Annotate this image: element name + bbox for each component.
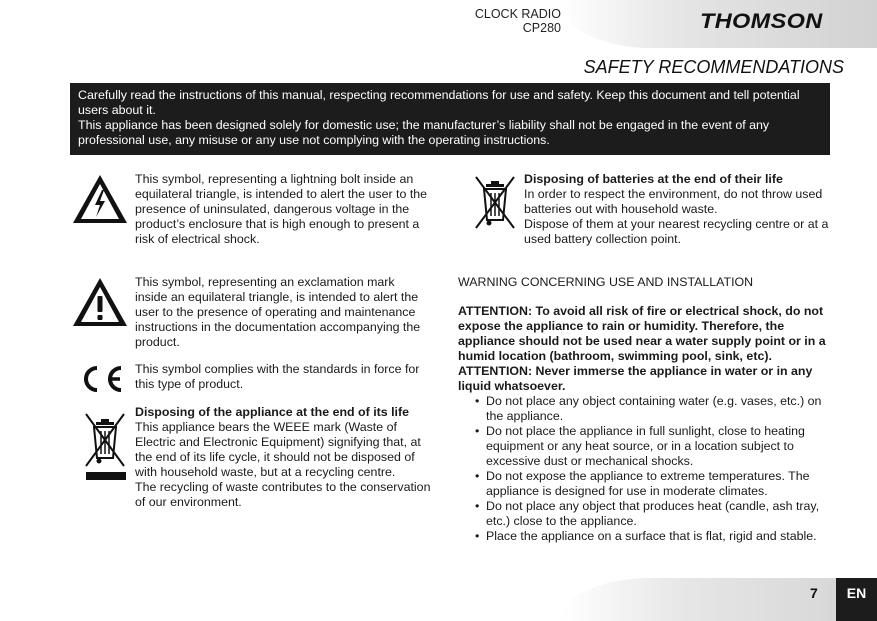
list-item: • Do not place the appliance in full sunlight, close to heating equipment or any heat source, or in a location subject to excessive dust or mechanical shocks. <box>475 424 805 468</box>
product-label <box>475 7 561 35</box>
list-item: • Do not expose the appliance to extreme temperatures. The appliance is designed for use in moderate climates. <box>475 469 810 498</box>
page-number: 7 <box>810 585 818 601</box>
page-title: SAFETY RECOMMENDATIONS <box>583 57 844 77</box>
language-tab: EN <box>836 578 877 621</box>
intro-paragraph-1: Carefully read the instructions of this manual, respecting recommendations for use and safety. Keep this document and tell potential users about it. <box>78 88 800 117</box>
weee-section <box>135 405 435 510</box>
ce-symbol-text: This symbol complies with the standards in force for this type of product. <box>135 362 420 391</box>
attention-1: ATTENTION: To avoid all risk of fire or electrical shock, do not expose the appliance to rain or humidity. Therefore, the appliance should not be used near a water supply point or in a humid location (bathroom, swimming pool, sink, etc). <box>458 304 826 363</box>
warning-list <box>458 394 833 544</box>
intro-paragraph-2: This appliance has been designed solely for domestic use; the manufacturer’s liability shall not be engaged in the event of any professional use, any misuse or any use not complying with the operating instructions. <box>78 118 770 147</box>
battery-heading: Disposing of batteries at the end of their life <box>524 172 783 186</box>
weee-text: This appliance bears the WEEE mark (Waste of Electric and Electronic Equipment) signifying that, at the end of its life cycle, it should not be disposed of with household waste, but at a recycling centre. <box>135 420 421 479</box>
list-item: • Do not place any object containing water (e.g. vases, etc.) on the appliance. <box>475 394 822 423</box>
attention-2: ATTENTION: Never immerse the appliance in water or in any liquid whatsoever. <box>458 364 813 393</box>
battery-bin-icon <box>472 174 518 230</box>
warning-title: WARNING CONCERNING USE AND INSTALLATION <box>458 275 754 289</box>
ce-mark-icon <box>76 364 126 394</box>
lightning-warning-icon <box>71 173 129 225</box>
brand-logo: THOMSON <box>700 10 823 33</box>
footer-decoration <box>560 578 877 621</box>
intro-box <box>70 83 830 155</box>
battery-text-2: Dispose of them at your nearest recycling centre or at a used battery collection point. <box>524 217 829 246</box>
battery-section <box>524 172 829 247</box>
exclamation-symbol-text: This symbol, representing an exclamation mark inside an equilateral triangle, is intended to alert the user to the presence of operating and maintenance instructions in the documentation accompanying the product. <box>135 275 421 349</box>
lightning-symbol-text: This symbol, representing a lightning bolt inside an equilateral triangle, is intended to alert the user to the presence of uninsulated, dangerous voltage in the product’s enclosure that is high enough to present a risk of electrical shock. <box>135 172 428 246</box>
weee-text-2: The recycling of waste contributes to the conservation of our environment. <box>135 480 431 509</box>
weee-heading: Disposing of the appliance at the end of its life <box>135 405 409 419</box>
weee-bin-icon <box>82 410 128 482</box>
battery-text-1: In order to respect the environment, do not throw used batteries out with household waste. <box>524 187 823 216</box>
list-item: • Place the appliance on a surface that is flat, rigid and stable. <box>475 529 817 543</box>
product-model: CP280 <box>522 21 561 35</box>
exclamation-warning-icon <box>71 276 129 328</box>
list-item: • Do not place any object that produces heat (candle, ash tray, etc.) close to the appliance. <box>475 499 820 528</box>
warning-block <box>458 304 833 544</box>
product-type: CLOCK RADIO <box>474 7 561 21</box>
